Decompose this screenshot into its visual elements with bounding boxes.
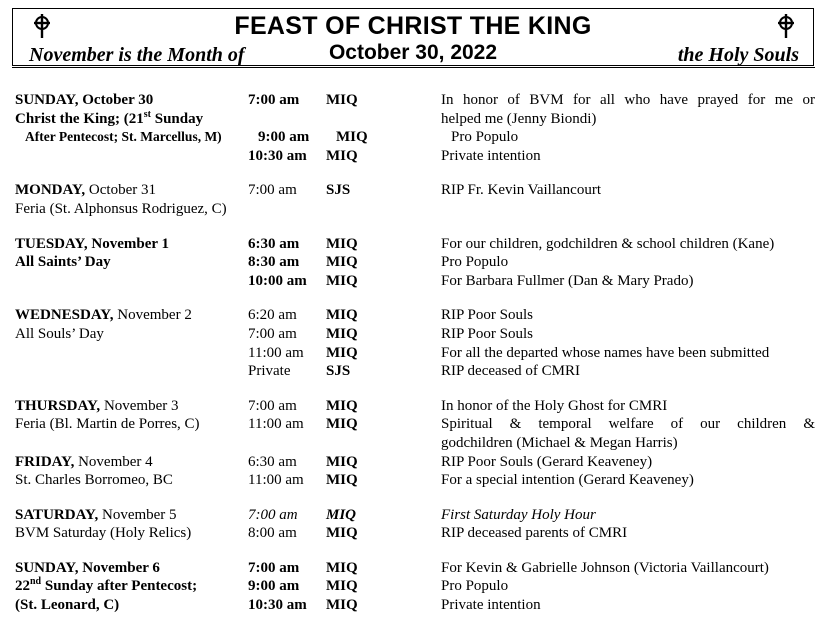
- mass-location: MIQ: [326, 397, 358, 414]
- mass-intention: RIP Poor Souls: [441, 325, 533, 342]
- mass-intention: Pro Populo: [441, 578, 509, 595]
- mass-time: 8:00 am: [248, 525, 297, 542]
- mass-time: 11:00 am: [248, 472, 304, 489]
- day-block-saturday: [15, 506, 815, 543]
- day-name: MONDAY, October 31: [15, 182, 156, 199]
- mass-time: 7:00 am: [248, 325, 297, 342]
- mass-location: MIQ: [326, 525, 358, 542]
- page-title: FEAST OF CHRIST THE KING: [234, 12, 592, 40]
- mass-time: 9:00 am: [258, 129, 310, 146]
- day-block-tuesday: [15, 235, 815, 291]
- mass-location: MIQ: [326, 307, 358, 324]
- day-block-friday: [15, 453, 815, 490]
- mass-location: MIQ: [326, 344, 358, 361]
- schedule-row: [15, 524, 815, 543]
- schedule-row: [15, 397, 815, 416]
- bulletin-header: [12, 8, 814, 66]
- mass-intention: Spiritual & temporal welfare of our children &: [441, 416, 815, 433]
- bulletin-date: October 30, 2022: [328, 41, 498, 64]
- mass-intention: For all the departed whose names have been submitted: [441, 344, 770, 361]
- feast-label: Feria (Bl. Martin de Porres, C): [15, 416, 200, 433]
- feast-label: Feria (St. Alphonsus Rodriguez, C): [15, 200, 227, 217]
- mass-time: 10:30 am: [248, 147, 307, 164]
- mass-location: MIQ: [336, 129, 368, 146]
- schedule-row: [15, 91, 815, 110]
- schedule-row: [15, 181, 815, 200]
- mass-time: 7:00 am: [248, 506, 298, 523]
- mass-intention: For our children, godchildren & school children (Kane): [441, 235, 775, 252]
- feast-label: After Pentecost; St. Marcellus, M): [25, 129, 222, 145]
- feast-label: 22nd Sunday after Pentecost;: [15, 576, 198, 595]
- mass-location: MIQ: [326, 453, 358, 470]
- schedule-row: [15, 147, 815, 166]
- day-name: TUESDAY, November 1: [15, 235, 170, 252]
- mass-intention: In honor of BVM for all who have prayed for me or: [441, 92, 815, 108]
- mass-time: 7:00 am: [248, 92, 300, 108]
- month-dedication-left: November is the Month of: [29, 44, 245, 66]
- mass-time: Private: [248, 363, 291, 380]
- mass-time: 6:30 am: [248, 235, 300, 252]
- mass-intention: For Barbara Fullmer (Dan & Mary Prado): [441, 272, 694, 289]
- mass-intention: Private intention: [441, 597, 541, 614]
- mass-time: 6:20 am: [248, 307, 297, 324]
- mass-time: 6:30 am: [248, 453, 297, 470]
- month-dedication-right: the Holy Souls: [677, 44, 799, 66]
- feast-label: All Saints’ Day: [15, 254, 111, 271]
- mass-intention: Pro Populo: [441, 254, 509, 271]
- mass-location: MIQ: [326, 472, 358, 489]
- feast-label: BVM Saturday (Holy Relics): [15, 525, 192, 542]
- feast-label: St. Charles Borromeo, BC: [15, 472, 173, 489]
- schedule-row: [15, 200, 815, 219]
- mass-time: 10:30 am: [248, 597, 307, 614]
- day-block-sunday-nov-6: [15, 559, 815, 615]
- schedule-row: [15, 596, 815, 615]
- mass-intention: Pro Populo: [451, 129, 519, 146]
- mass-location: SJS: [326, 363, 351, 380]
- schedule-row: [15, 434, 815, 453]
- schedule-row: [15, 362, 815, 381]
- mass-time: 11:00 am: [248, 416, 304, 433]
- schedule-row: [15, 471, 815, 490]
- day-block-wednesday: [15, 306, 815, 380]
- schedule-row: [15, 415, 815, 434]
- day-block-monday: [15, 181, 815, 218]
- day-name: SUNDAY, November 6: [15, 559, 160, 576]
- mass-intention: RIP Poor Souls: [441, 307, 533, 324]
- mass-time: 10:00 am: [248, 272, 307, 289]
- mass-location: MIQ: [326, 416, 358, 433]
- mass-time: 7:00 am: [248, 397, 297, 414]
- mass-location: MIQ: [326, 559, 358, 576]
- mass-location: MIQ: [326, 597, 358, 614]
- feast-label: Christ the King; (21st Sunday: [15, 108, 204, 127]
- mass-intention: RIP deceased parents of CMRI: [441, 525, 628, 542]
- mass-time: 7:00 am: [248, 182, 297, 199]
- mass-intention: helped me (Jenny Biondi): [441, 110, 597, 127]
- mass-time: 11:00 am: [248, 344, 304, 361]
- mass-location: MIQ: [326, 506, 357, 523]
- mass-location: MIQ: [326, 254, 358, 271]
- mass-intention: RIP deceased of CMRI: [441, 363, 580, 380]
- schedule-row: [15, 306, 815, 325]
- day-name: THURSDAY, November 3: [15, 397, 179, 414]
- cross-icon: [775, 13, 797, 39]
- mass-location: MIQ: [326, 235, 358, 252]
- mass-location: MIQ: [326, 325, 358, 342]
- mass-intention: RIP Fr. Kevin Vaillancourt: [441, 182, 601, 199]
- mass-intention: First Saturday Holy Hour: [441, 506, 596, 523]
- feast-label: (St. Leonard, C): [15, 597, 120, 614]
- day-block-sunday-oct-30: [15, 91, 815, 165]
- mass-schedule: [15, 91, 815, 615]
- mass-intention: For a special intention (Gerard Keaveney): [441, 472, 694, 489]
- mass-location: MIQ: [326, 92, 358, 108]
- schedule-row: [15, 110, 815, 129]
- day-name: SATURDAY, November 5: [15, 506, 177, 523]
- day-name: WEDNESDAY, November 2: [15, 307, 192, 324]
- mass-intention: Private intention: [441, 147, 541, 164]
- schedule-row: [15, 253, 815, 272]
- mass-location: SJS: [326, 182, 351, 199]
- mass-location: MIQ: [326, 578, 358, 595]
- mass-location: MIQ: [326, 272, 358, 289]
- schedule-row: [15, 272, 815, 291]
- schedule-row: [15, 128, 815, 147]
- mass-time: 9:00 am: [248, 578, 300, 595]
- day-name: SUNDAY, October 30: [15, 92, 154, 108]
- schedule-row: [15, 453, 815, 472]
- mass-intention: In honor of the Holy Ghost for CMRI: [441, 397, 668, 414]
- schedule-row: [15, 577, 815, 596]
- schedule-row: [15, 325, 815, 344]
- schedule-row: [15, 235, 815, 254]
- mass-intention: RIP Poor Souls (Gerard Keaveney): [441, 453, 653, 470]
- feast-label: All Souls’ Day: [15, 325, 104, 342]
- schedule-row: [15, 559, 815, 578]
- mass-location: MIQ: [326, 147, 358, 164]
- day-name: FRIDAY, November 4: [15, 453, 153, 470]
- day-block-thursday: [15, 397, 815, 453]
- schedule-row: [15, 506, 815, 525]
- schedule-row: [15, 344, 815, 363]
- mass-intention: For Kevin & Gabrielle Johnson (Victoria Vaillancourt): [441, 559, 769, 576]
- mass-time: 8:30 am: [248, 254, 300, 271]
- mass-time: 7:00 am: [248, 559, 300, 576]
- mass-intention: godchildren (Michael & Megan Harris): [441, 434, 678, 451]
